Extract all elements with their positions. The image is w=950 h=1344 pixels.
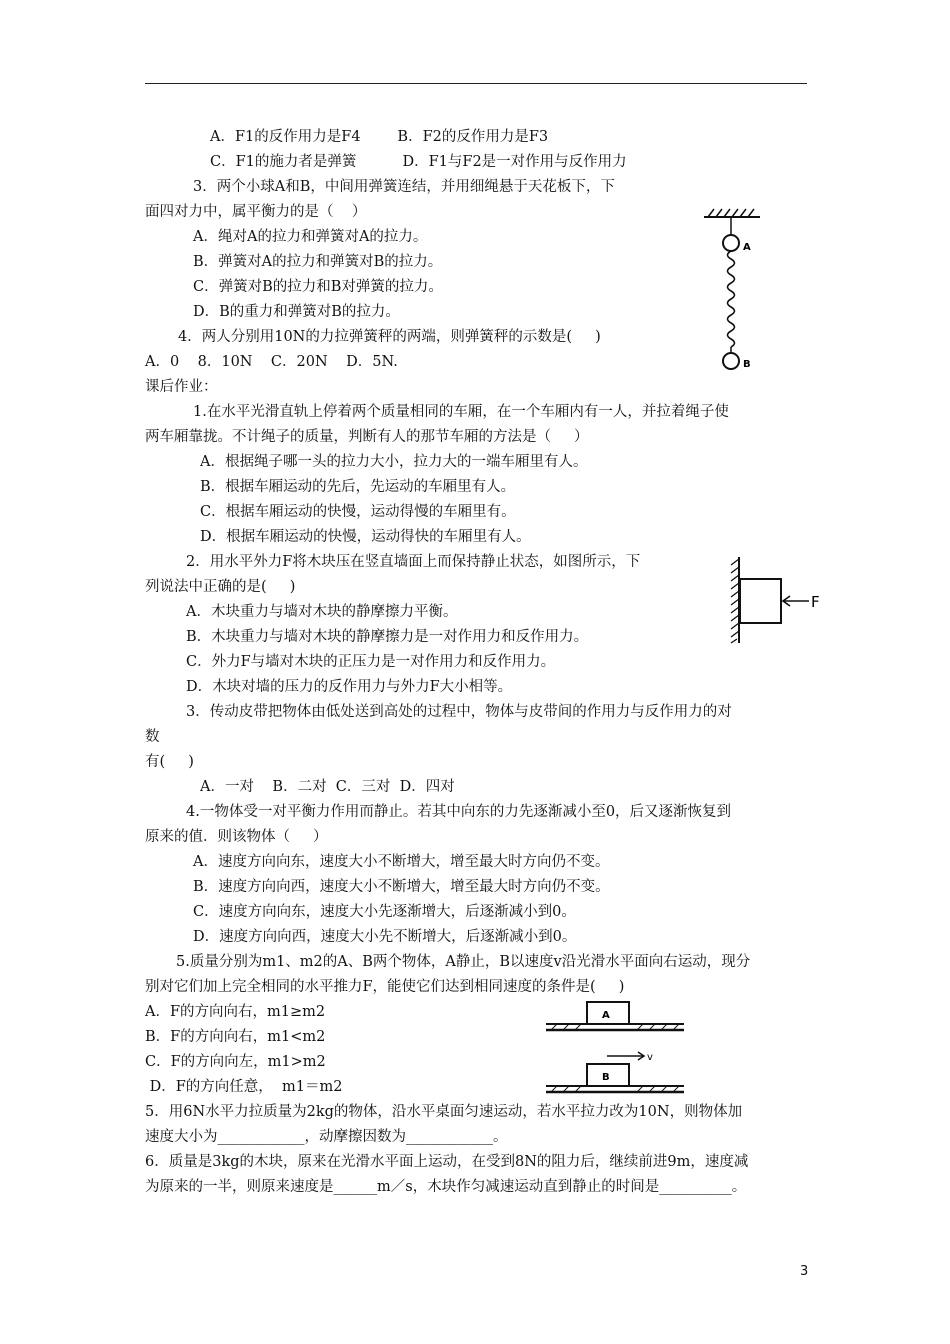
hw-2-stem: 2．用水平外力F将木块压在竖直墙面上而保持静止状态，如图所示，下: [186, 554, 641, 570]
hw-4-option-a: A．速度方向向东，速度大小不断增大，增至最大时方向仍不变。: [193, 854, 610, 870]
fill-5-stem-cont: 速度大小为____________，动摩擦因数为____________。: [145, 1129, 508, 1145]
hw-5-option-a: A．F的方向向右，m1≥m2: [145, 1004, 326, 1020]
question-3-option-a: A．绳对A的拉力和弹簧对A的拉力。: [193, 229, 428, 245]
fill-6-stem-cont: 为原来的一半，则原来速度是______m／s，木块作匀减速运动直到静止的时间是__________。: [145, 1179, 747, 1195]
hw-5-option-c: C．F的方向向左，m1>m2: [145, 1054, 326, 1070]
block-label-v: v: [647, 1052, 653, 1063]
question-2-option-cd: C．F1的施力者是弹簧 D．F1与F2是一对作用与反作用力: [210, 154, 627, 170]
question-4-options: A．0 8．10N C．20N D．5N.: [145, 354, 398, 370]
hw-1-option-b: B．根据车厢运动的先后，先运动的车厢里有人。: [200, 479, 516, 495]
spring-label-a: A: [743, 242, 751, 253]
hw-2-option-c: C．外力F与墙对木块的正压力是一对作用力和反作用力。: [186, 654, 556, 670]
hw-4-option-b: B．速度方向向西，速度大小不断增大，增至最大时方向仍不变。: [193, 879, 610, 895]
question-2-option-ab: A．F1的反作用力是F4 B．F2的反作用力是F3: [210, 129, 549, 145]
hw-4-stem: 4.一物体受一对平衡力作用而静止。若其中向东的力先逐渐减小至0，后又逐渐恢复到: [186, 804, 732, 820]
hw-1-option-d: D．根据车厢运动的快慢，运动得快的车厢里有人。: [200, 529, 531, 545]
block-label-a: A: [602, 1010, 610, 1021]
hw-1-option-c: C．根据车厢运动的快慢，运动得慢的车厢里有。: [200, 504, 516, 520]
question-3-stem: 3．两个小球A和B，中间用弹簧连结，并用细绳悬于天花板下，下: [193, 179, 615, 195]
hw-1-stem-cont: 两车厢靠拢。不计绳子的质量，判断有人的那节车厢的方法是（ ）: [145, 429, 589, 445]
blocks-figure: [543, 1000, 688, 1095]
fill-5-stem: 5．用6N水平力拉质量为2kg的物体，沿水平桌面匀速运动，若水平拉力改为10N，则物体加: [145, 1104, 743, 1120]
hw-3-options: A．一对 B．二对 C．三对 D．四对: [200, 779, 455, 795]
question-4-stem: 4．两人分别用10N的力拉弹簧秤的两端，则弹簧秤的示数是( ): [178, 329, 601, 345]
question-3-option-b: B．弹簧对A的拉力和弹簧对B的拉力。: [193, 254, 443, 270]
hw-4-option-c: C．速度方向向东，速度大小先逐渐增大，后逐渐减小到0。: [193, 904, 576, 920]
question-3-stem-cont: 面四对力中，属平衡力的是（ ）: [145, 204, 367, 220]
hw-3-stem: 3．传动皮带把物体由低处送到高处的过程中，物体与皮带间的作用力与反作用力的对: [186, 704, 732, 720]
spring-figure: [700, 205, 770, 375]
hw-4-stem-cont: 原来的值．则该物体（ ）: [145, 829, 328, 845]
hw-1-stem: 1.在水平光滑直轨上停着两个质量相同的车厢，在一个车厢内有一人，并拉着绳子使: [193, 404, 729, 420]
hw-2-option-a: A．木块重力与墙对木块的静摩擦力平衡。: [186, 604, 458, 620]
fill-6-stem: 6．质量是3kg的木块，原来在光滑水平面上运动，在受到8N的阻力后，继续前进9m，速度减: [145, 1154, 749, 1170]
hw-2-stem-cont: 列说法中正确的是( ): [145, 579, 296, 595]
homework-heading: 课后作业：: [145, 379, 218, 395]
hw-5-stem-cont: 别对它们加上完全相同的水平推力F，能使它们达到相同速度的条件是( ): [145, 979, 625, 995]
question-3-option-d: D．B的重力和弹簧对B的拉力。: [193, 304, 400, 320]
wall-label-f: F: [811, 593, 820, 611]
block-label-b: B: [602, 1072, 610, 1083]
hw-5-stem: 5.质量分别为m1、m2的A、B两个物体，A静止，B以速度v沿光滑水平面向右运动，现分: [176, 954, 751, 970]
hw-5-option-b: B．F的方向向右，m1<m2: [145, 1029, 326, 1045]
hw-5-option-d: D．F的方向任意， m1＝m2: [145, 1079, 343, 1095]
page-number: 3: [800, 1264, 809, 1279]
hw-3-stem-cont: 数: [145, 729, 160, 745]
hw-2-option-b: B．木块重力与墙对木块的静摩擦力是一对作用力和反作用力。: [186, 629, 589, 645]
hw-4-option-d: D．速度方向向西，速度大小先不断增大，后逐渐减小到0。: [193, 929, 577, 945]
hw-2-option-d: D．木块对墙的压力的反作用力与外力F大小相等。: [186, 679, 513, 695]
wall-block-figure: [725, 555, 825, 645]
hw-1-option-a: A．根据绳子哪一头的拉力大小，拉力大的一端车厢里有人。: [200, 454, 588, 470]
header-rule: [145, 83, 807, 84]
question-3-option-c: C．弹簧对B的拉力和B对弹簧的拉力。: [193, 279, 443, 295]
hw-3-stem-cont-2: 有( ): [145, 754, 194, 770]
spring-label-b: B: [743, 359, 751, 370]
